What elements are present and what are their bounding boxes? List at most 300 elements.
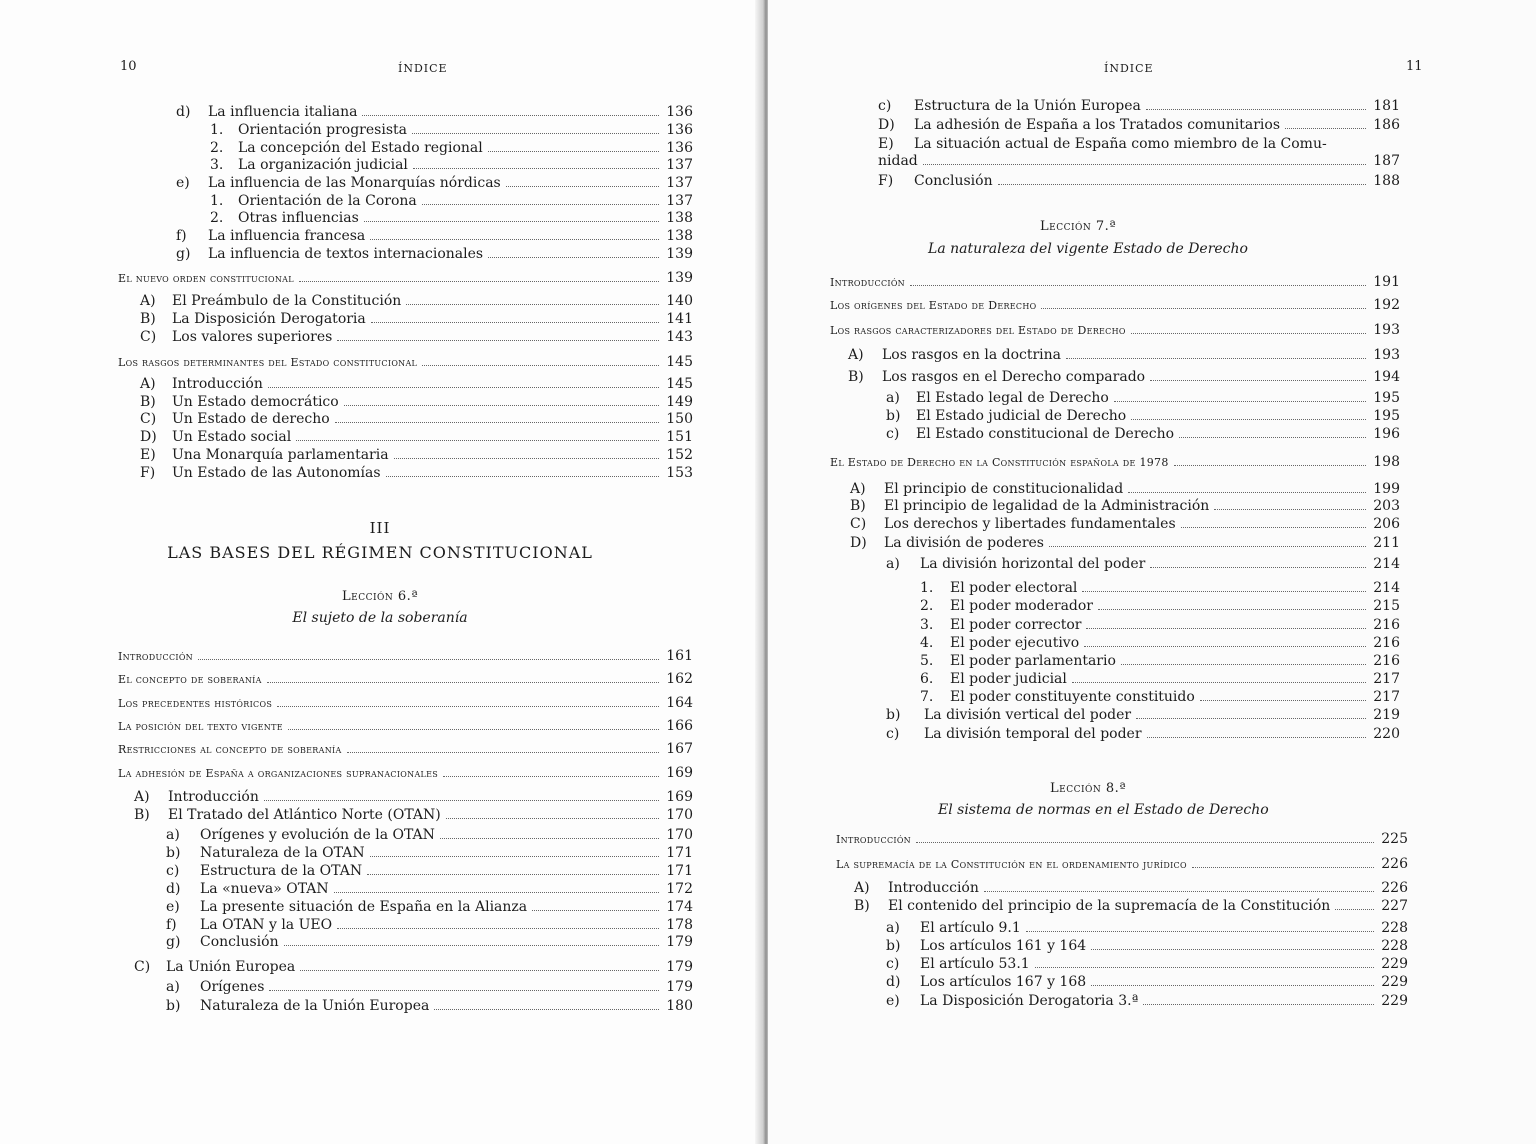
dot-leader (532, 910, 659, 911)
toc-entry (854, 897, 1408, 915)
entry-title: La supremacía de la Constitución en el ordenamiento jurídico (836, 858, 1187, 871)
entry-marker: d) (886, 974, 901, 990)
toc-entry (830, 453, 1400, 472)
entry-title: El Tratado del Atlántico Norte (OTAN) (168, 807, 441, 823)
entry-title: La adhesión de España a organizaciones supranacionales (118, 767, 439, 780)
entry-title: La influencia de textos internacionales (208, 246, 484, 262)
entry-marker: c) (886, 426, 900, 442)
dot-leader (347, 752, 659, 753)
entry-marker: E) (140, 447, 156, 463)
entry-page-number: 219 (1373, 707, 1400, 723)
entry-marker: A) (850, 481, 866, 497)
toc-entry (166, 978, 693, 996)
running-head: ÍNDICE (398, 62, 448, 75)
entry-marker: c) (878, 98, 892, 114)
entry-marker: 2. (210, 210, 224, 226)
entry-title: Los artículos 167 y 168 (920, 974, 1087, 990)
entry-title: Naturaleza de la OTAN (200, 845, 365, 861)
entry-page-number: 229 (1381, 993, 1408, 1009)
dot-leader (1114, 401, 1366, 402)
entry-page-number: 150 (666, 411, 693, 427)
dot-leader (300, 970, 659, 971)
entry-title: Restricciones al concepto de soberanía (118, 743, 342, 756)
entry-marker: a) (166, 827, 180, 843)
dot-leader (1066, 358, 1366, 359)
entry-marker: A) (140, 293, 156, 309)
entry-marker: B) (850, 498, 866, 514)
entry-marker: d) (176, 104, 191, 120)
entry-title: El nuevo orden constitucional (118, 272, 294, 285)
entry-page-number: 226 (1381, 856, 1408, 872)
entry-page-number: 174 (666, 899, 693, 915)
entry-marker: 2. (920, 598, 934, 614)
entry-title: Los rasgos en la doctrina (882, 347, 1062, 363)
dot-leader (1086, 628, 1366, 629)
entry-page-number: 217 (1373, 671, 1400, 687)
toc-entry (140, 446, 693, 464)
toc-entry (140, 393, 693, 411)
entry-page-number: 215 (1373, 598, 1400, 614)
entry-marker: C) (134, 959, 151, 975)
toc-entry (886, 937, 1408, 955)
entry-title: Introducción (836, 833, 911, 846)
toc-entry (920, 616, 1400, 634)
toc-entry (850, 497, 1400, 515)
toc-entry (920, 634, 1400, 652)
entry-marker: A) (848, 347, 864, 363)
dot-leader (1150, 380, 1366, 381)
entry-title: Conclusión (200, 934, 279, 950)
toc-entry (166, 997, 693, 1015)
entry-page-number: 179 (666, 959, 693, 975)
toc-entry (176, 227, 693, 245)
dot-leader (412, 133, 659, 134)
toc-entry (210, 156, 693, 174)
entry-marker: b) (886, 408, 901, 424)
entry-title: Introducción (888, 880, 979, 896)
entry-title: Orígenes (200, 979, 265, 995)
entry-page-number: 180 (666, 998, 693, 1014)
dot-leader (1026, 931, 1374, 932)
entry-page-number: 136 (666, 122, 693, 138)
entry-page-number: 187 (1373, 153, 1400, 169)
entry-marker: B) (140, 311, 156, 327)
entry-marker: a) (886, 390, 900, 406)
entry-page-number: 211 (1373, 535, 1400, 551)
dot-leader (288, 729, 659, 730)
toc-entry (134, 788, 693, 806)
toc-entry (140, 292, 693, 310)
dot-leader (406, 304, 659, 305)
entry-marker: B) (848, 369, 864, 385)
entry-title: El Estado legal de Derecho (916, 390, 1109, 406)
entry-marker: F) (878, 173, 894, 189)
dot-leader (198, 659, 659, 660)
entry-title: El concepto de soberanía (118, 673, 262, 686)
toc-entry (118, 269, 693, 288)
entry-page-number: 172 (666, 881, 693, 897)
lesson-heading: Lección 6.ª (342, 589, 418, 604)
entry-title: Un Estado social (172, 429, 292, 445)
toc-entry (830, 321, 1400, 340)
part-number: III (369, 519, 391, 537)
entry-page-number: 203 (1373, 498, 1400, 514)
entry-title: Los rasgos determinantes del Estado constitucional (118, 356, 418, 369)
dot-leader (506, 186, 659, 187)
entry-title: Un Estado de derecho (172, 411, 330, 427)
entry-marker: 7. (920, 689, 934, 705)
toc-entry (166, 898, 693, 916)
entry-marker: 1. (210, 122, 224, 138)
entry-marker: C) (140, 329, 157, 345)
entry-page-number: 216 (1373, 617, 1400, 633)
toc-entry (848, 346, 1400, 364)
page-number: 10 (120, 59, 137, 74)
toc-entry (134, 958, 693, 976)
entry-marker: 2. (210, 140, 224, 156)
entry-page-number: 214 (1373, 580, 1400, 596)
entry-title: El principio de constitucionalidad (884, 481, 1124, 497)
entry-page-number: 214 (1373, 556, 1400, 572)
dot-leader (1147, 737, 1366, 738)
entry-title: El Estado constitucional de Derecho (916, 426, 1175, 442)
dot-leader (362, 115, 659, 116)
dot-leader (1098, 609, 1366, 610)
entry-page-number: 169 (666, 765, 693, 781)
entry-title: La división vertical del poder (924, 707, 1132, 723)
toc-entry (176, 103, 693, 121)
toc-entry (886, 725, 1400, 743)
toc-entry (886, 425, 1400, 443)
dot-leader (1179, 437, 1366, 438)
toc-entry (830, 273, 1400, 292)
dot-leader (267, 682, 659, 683)
dot-leader (334, 892, 659, 893)
lesson-title: La naturaleza del vigente Estado de Derecho (928, 241, 1248, 257)
toc-entry (878, 172, 1400, 190)
entry-page-number: 141 (666, 311, 693, 327)
toc-entry (920, 670, 1400, 688)
entry-title: La adhesión de España a los Tratados comunitarios (914, 117, 1281, 133)
entry-page-number: 196 (1373, 426, 1400, 442)
entry-page-number: 186 (1373, 117, 1400, 133)
toc-entry (886, 919, 1408, 937)
toc-entry (210, 209, 693, 227)
entry-title: La presente situación de España en la Alianza (200, 899, 528, 915)
entry-page-number: 166 (666, 718, 693, 734)
entry-page-number: 145 (666, 376, 693, 392)
entry-title: Los derechos y libertades fundamentales (884, 516, 1176, 532)
entry-marker: 4. (920, 635, 934, 651)
lesson-title: El sujeto de la soberanía (292, 610, 468, 626)
entry-title: La división temporal del poder (924, 726, 1142, 742)
toc-entry (166, 880, 693, 898)
toc-entry (878, 152, 1400, 170)
entry-page-number: 139 (666, 270, 693, 286)
dot-leader (1082, 591, 1366, 592)
toc-entry (854, 879, 1408, 897)
left-page (0, 0, 762, 1144)
dot-leader (268, 387, 659, 388)
toc-entry (140, 328, 693, 346)
entry-title: El poder judicial (950, 671, 1067, 687)
entry-page-number: 145 (666, 354, 693, 370)
dot-leader (337, 340, 659, 341)
entry-page-number: 188 (1373, 173, 1400, 189)
entry-title: Introducción (172, 376, 263, 392)
entry-page-number: 161 (666, 648, 693, 664)
dot-leader (364, 221, 659, 222)
entry-page-number: 136 (666, 140, 693, 156)
toc-entry (210, 139, 693, 157)
entry-title: Los orígenes del Estado de Derecho (830, 299, 1037, 312)
entry-title: Orientación progresista (238, 122, 407, 138)
entry-page-number: 171 (666, 863, 693, 879)
entry-page-number: 151 (666, 429, 693, 445)
entry-page-number: 225 (1381, 831, 1408, 847)
toc-entry (166, 844, 693, 862)
entry-title: Estructura de la OTAN (200, 863, 363, 879)
entry-page-number: 229 (1381, 956, 1408, 972)
dot-leader (299, 281, 659, 282)
entry-marker: g) (176, 246, 191, 262)
entry-marker: C) (850, 516, 867, 532)
entry-page-number: 217 (1373, 689, 1400, 705)
entry-page-number: 149 (666, 394, 693, 410)
toc-entry (836, 855, 1408, 874)
entry-page-number: 162 (666, 671, 693, 687)
entry-page-number: 179 (666, 934, 693, 950)
entry-marker: c) (886, 726, 900, 742)
entry-marker: A) (854, 880, 870, 896)
entry-page-number: 138 (666, 228, 693, 244)
toc-entry (140, 375, 693, 393)
entry-page-number: 170 (666, 827, 693, 843)
entry-title: El Estado de Derecho en la Constitución española de 1978 (830, 456, 1169, 469)
toc-entry (920, 652, 1400, 670)
entry-title: nidad (878, 153, 918, 169)
toc-entry (118, 764, 693, 783)
entry-title: La influencia francesa (208, 228, 366, 244)
entry-title: Los valores superiores (172, 329, 333, 345)
entry-title: Conclusión (914, 173, 993, 189)
toc-entry (886, 555, 1400, 573)
entry-title: Orígenes y evolución de la OTAN (200, 827, 435, 843)
dot-leader (1143, 1004, 1374, 1005)
dot-leader (1214, 509, 1366, 510)
toc-entry (166, 933, 693, 951)
entry-title: La influencia de las Monarquías nórdicas (208, 175, 501, 191)
entry-marker: D) (140, 429, 157, 445)
dot-leader (1335, 909, 1374, 910)
entry-page-number: 171 (666, 845, 693, 861)
entry-title: Introducción (168, 789, 259, 805)
dot-leader (443, 776, 659, 777)
toc-entry (850, 515, 1400, 533)
toc-entry (140, 428, 693, 446)
entry-page-number: 228 (1381, 938, 1408, 954)
toc-entry (886, 955, 1408, 973)
dot-leader (1181, 527, 1366, 528)
dot-leader (1084, 646, 1366, 647)
toc-entry (118, 717, 693, 736)
toc-entry (830, 296, 1400, 315)
part-title: LAS BASES DEL RÉGIMEN CONSTITUCIONAL (167, 543, 593, 562)
dot-leader (434, 1009, 659, 1010)
lesson-heading: Lección 8.ª (1050, 781, 1126, 796)
dot-leader (1128, 492, 1366, 493)
dot-leader (1285, 128, 1366, 129)
entry-marker: g) (166, 934, 181, 950)
toc-entry (166, 826, 693, 844)
entry-page-number: 137 (666, 193, 693, 209)
entry-marker: 1. (920, 580, 934, 596)
dot-leader (1072, 682, 1366, 683)
entry-title: El Estado judicial de Derecho (916, 408, 1127, 424)
entry-title: El artículo 53.1 (920, 956, 1030, 972)
dot-leader (1150, 567, 1366, 568)
toc-entry (118, 353, 693, 372)
entry-marker: f) (176, 228, 187, 244)
toc-entry (848, 368, 1400, 386)
entry-marker: c) (886, 956, 900, 972)
dot-leader (344, 405, 659, 406)
dot-leader (269, 990, 659, 991)
entry-marker: a) (166, 979, 180, 995)
entry-page-number: 193 (1373, 347, 1400, 363)
entry-page-number: 136 (666, 104, 693, 120)
dot-leader (1192, 867, 1374, 868)
entry-marker: 3. (920, 617, 934, 633)
dot-leader (337, 928, 659, 929)
toc-entry (878, 97, 1400, 115)
entry-marker: A) (140, 376, 156, 392)
dot-leader (370, 856, 659, 857)
toc-entry (166, 916, 693, 934)
dot-leader (367, 874, 659, 875)
entry-marker: F) (140, 465, 156, 481)
dot-leader (488, 257, 659, 258)
entry-marker: e) (176, 175, 190, 191)
entry-title: Un Estado de las Autonomías (172, 465, 381, 481)
entry-marker: b) (886, 707, 901, 723)
entry-title: El poder corrector (950, 617, 1082, 633)
entry-marker: 5. (920, 653, 934, 669)
dot-leader (984, 891, 1374, 892)
entry-page-number: 140 (666, 293, 693, 309)
entry-title: El poder parlamentario (950, 653, 1116, 669)
entry-marker: e) (166, 899, 180, 915)
lesson-title: El sistema de normas en el Estado de Derecho (938, 802, 1269, 818)
entry-title: El Preámbulo de la Constitución (172, 293, 402, 309)
entry-page-number: 216 (1373, 653, 1400, 669)
toc-entry (140, 410, 693, 428)
entry-title: El principio de legalidad de la Administración (884, 498, 1210, 514)
entry-title: La posición del texto vigente (118, 720, 283, 733)
entry-marker: a) (886, 920, 900, 936)
entry-title: La Disposición Derogatoria (172, 311, 366, 327)
entry-marker: c) (166, 863, 180, 879)
toc-entry (210, 192, 693, 210)
toc-entry (166, 862, 693, 880)
dot-leader (1200, 700, 1366, 701)
dot-leader (296, 440, 659, 441)
dot-leader (371, 322, 659, 323)
entry-title: Los precedentes históricos (118, 697, 273, 710)
entry-page-number: 194 (1373, 369, 1400, 385)
entry-page-number: 138 (666, 210, 693, 226)
entry-title: Los rasgos en el Derecho comparado (882, 369, 1146, 385)
dot-leader (446, 818, 659, 819)
entry-marker: 1. (210, 193, 224, 209)
entry-marker: E) (878, 136, 894, 152)
dot-leader (277, 706, 659, 707)
entry-title: Introducción (118, 650, 193, 663)
entry-marker: 3. (210, 157, 224, 173)
dot-leader (1131, 419, 1366, 420)
toc-entry (118, 694, 693, 713)
entry-page-number: 193 (1373, 322, 1400, 338)
entry-title: Introducción (830, 276, 905, 289)
dot-leader (335, 422, 659, 423)
toc-entry (850, 480, 1400, 498)
entry-marker: D) (850, 535, 867, 551)
entry-page-number: 227 (1381, 898, 1408, 914)
entry-marker: 6. (920, 671, 934, 687)
entry-page-number: 220 (1373, 726, 1400, 742)
entry-marker: a) (886, 556, 900, 572)
entry-page-number: 179 (666, 979, 693, 995)
entry-page-number: 137 (666, 175, 693, 191)
entry-title: Los rasgos caracterizadores del Estado de Derecho (830, 324, 1126, 337)
running-head: ÍNDICE (1104, 62, 1154, 75)
entry-page-number: 152 (666, 447, 693, 463)
dot-leader (910, 285, 1366, 286)
toc-entry (850, 534, 1400, 552)
toc-entry (920, 579, 1400, 597)
toc-entry (140, 310, 693, 328)
entry-page-number: 229 (1381, 974, 1408, 990)
dot-leader (422, 365, 659, 366)
dot-leader (284, 945, 659, 946)
dot-leader (1035, 967, 1374, 968)
toc-entry (118, 647, 693, 666)
dot-leader (1174, 465, 1366, 466)
entry-title: El contenido del principio de la supremacía de la Constitución (888, 898, 1331, 914)
toc-entry (886, 706, 1400, 724)
entry-title: El artículo 9.1 (920, 920, 1021, 936)
entry-page-number: 198 (1373, 454, 1400, 470)
entry-page-number: 143 (666, 329, 693, 345)
entry-marker: B) (140, 394, 156, 410)
dot-leader (1049, 546, 1366, 547)
entry-page-number: 206 (1373, 516, 1400, 532)
entry-title: La situación actual de España como miembro de la Comu- (914, 136, 1327, 152)
entry-page-number: 164 (666, 695, 693, 711)
toc-entry (886, 389, 1400, 407)
entry-marker: b) (166, 845, 181, 861)
entry-title: La concepción del Estado regional (238, 140, 483, 156)
entry-title: Estructura de la Unión Europea (914, 98, 1141, 114)
dot-leader (923, 164, 1366, 165)
entry-page-number: 169 (666, 789, 693, 805)
entry-page-number: 199 (1373, 481, 1400, 497)
dot-leader (422, 204, 659, 205)
entry-title: La división horizontal del poder (920, 556, 1146, 572)
toc-entry (134, 806, 693, 824)
entry-marker: b) (886, 938, 901, 954)
entry-marker: D) (878, 117, 895, 133)
